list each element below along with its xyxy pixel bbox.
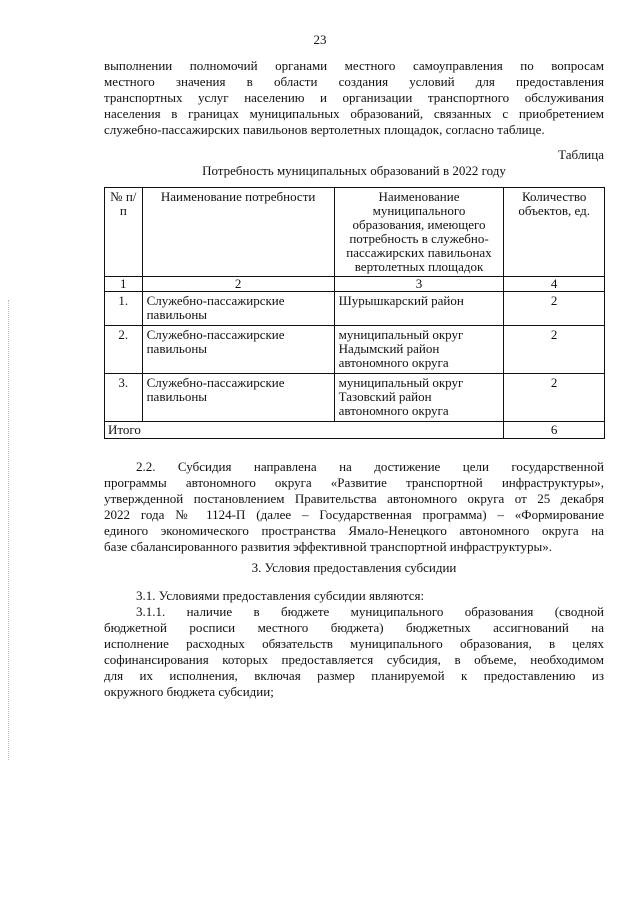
text-line: служебно-пассажирских павильонов вертолетных площадок, согласно таблице. [104, 122, 545, 137]
paragraph-2-2 [104, 459, 604, 555]
row-count: 2 [504, 374, 605, 422]
table-label: Таблица [558, 147, 604, 162]
table-header-row [105, 188, 605, 277]
row-num: 1. [105, 292, 143, 326]
text-line: утвержденной постановлением Правительства автономного округа от 25 декабря [104, 491, 604, 506]
needs-table [104, 187, 605, 439]
row-need: Служебно-пассажирские павильоны [142, 292, 334, 326]
table-colnum-row [105, 277, 605, 292]
text-line: транспортных услуг населению и организации транспортного обслуживания [104, 90, 604, 105]
text-line: бюджетной росписи местного бюджета) бюджетных ассигнований на [104, 620, 604, 635]
text-line: местного значения в области создания условий для предоставления [104, 74, 604, 89]
header-need: Наименование потребности [142, 188, 334, 277]
text-line: базе сбалансированного развития эффективной транспортной инфраструктуры». [104, 539, 552, 554]
text-line: выполнении полномочий органами местного самоуправления по вопросам [104, 58, 604, 73]
header-count: Количество объектов, ед. [504, 188, 605, 277]
col-number: 1 [105, 277, 143, 292]
total-value: 6 [504, 422, 605, 439]
scan-margin-line [8, 300, 10, 760]
text-line: 2022 года № 1124-П (далее – Государственная программа) – «Формирование [104, 507, 604, 522]
row-num: 3. [105, 374, 143, 422]
header-municipality: Наименование муниципального образования, имеющего потребность в служебно-пассажирских павильонах вертолетных площадок [334, 188, 504, 277]
table-row [105, 326, 605, 374]
section-3-heading: 3. Условия предоставления субсидии [251, 560, 457, 575]
header-num: № п/п [105, 188, 143, 277]
text-line: населения в границах муниципальных образований, связанных с приобретением [104, 106, 604, 121]
page-number: 23 [313, 32, 327, 47]
text-line: окружного бюджета субсидии; [104, 684, 274, 699]
text-line: программы автономного округа «Развитие транспортной инфраструктуры», [104, 475, 604, 490]
paragraph-3-1-1 [104, 604, 604, 700]
col-number: 3 [334, 277, 504, 292]
row-need: Служебно-пассажирские павильоны [142, 374, 334, 422]
text-line: 2.2. Субсидия направлена на достижение цели государственной [136, 459, 604, 474]
table-row [105, 374, 605, 422]
row-count: 2 [504, 292, 605, 326]
row-municipality: муниципальный округ Тазовский район автономного округа [334, 374, 504, 422]
intro-paragraph [104, 58, 604, 138]
table-title: Потребность муниципальных образований в 2022 году [202, 163, 506, 178]
total-label: Итого [105, 422, 504, 439]
col-number: 2 [142, 277, 334, 292]
text-line: единого экономического пространства Ямало-Ненецкого автономного округа на [104, 523, 604, 538]
row-count: 2 [504, 326, 605, 374]
row-municipality: Шурышкарский район [334, 292, 504, 326]
row-num: 2. [105, 326, 143, 374]
text-line: для их исполнения, включая размер планируемой к предоставлению из [104, 668, 604, 683]
text-line: 3.1.1. наличие в бюджете муниципального образования (сводной [136, 604, 604, 619]
row-need: Служебно-пассажирские павильоны [142, 326, 334, 374]
paragraph-3-1: 3.1. Условиями предоставления субсидии являются: [136, 588, 425, 603]
text-line: софинансирования которых предоставляется субсидия, в объеме, необходимом [104, 652, 604, 667]
text-line: исполнение расходных обязательств муниципального образования, в целях [104, 636, 604, 651]
table-row [105, 292, 605, 326]
table-total-row [105, 422, 605, 439]
col-number: 4 [504, 277, 605, 292]
row-municipality: муниципальный округ Надымский район автономного округа [334, 326, 504, 374]
